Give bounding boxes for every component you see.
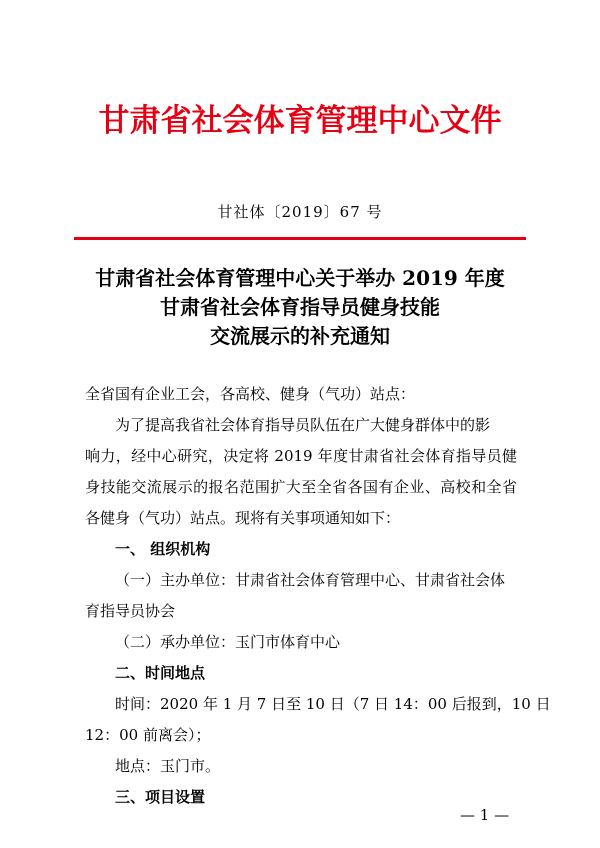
section-2-heading: 二、时间地点: [115, 664, 206, 682]
section-3-heading: 三、项目设置: [115, 788, 206, 806]
salutation: 全省国有企业工会，各高校、健身（气功）站点：: [85, 385, 416, 403]
notice-title-line-1: 甘肃省社会体育管理中心关于举办 2019 年度: [95, 266, 505, 290]
page-number: — 1 —: [460, 806, 510, 824]
notice-title: [0, 264, 600, 351]
intro-line-4: 各健身（气功）站点。现将有关事项通知如下：: [85, 509, 401, 527]
time-line-1: 时间：2020 年 1 月 7 日至 10 日（7 日 14：00 后报到，10 日: [115, 695, 551, 713]
section-1-heading: 一、 组织机构: [115, 540, 211, 558]
intro-line-1: 为了提高我省社会体育指导员队伍在广大健身群体中的影: [115, 416, 491, 434]
notice-title-line-2: 甘肃省社会体育指导员健身技能: [160, 295, 440, 319]
time-line-2: 12：00 前离会）；: [85, 726, 211, 744]
intro-line-2: 响力，经中心研究，决定将 2019 年度甘肃省社会体育指导员健: [85, 447, 517, 465]
section-1-item-1-cont: 育指导员协会: [85, 602, 176, 620]
section-1-item-2: （二）承办单位：玉门市体育中心: [115, 633, 341, 651]
place-line: 地点：玉门市。: [115, 757, 221, 775]
document-number: 甘社体〔2019〕67 号: [217, 203, 383, 221]
red-divider-rule: [74, 237, 526, 240]
section-1-item-1: （一）主办单位：甘肃省社会体育管理中心、甘肃省社会体: [115, 571, 506, 589]
notice-title-line-3: 交流展示的补充通知: [210, 324, 390, 348]
intro-line-3: 身技能交流展示的报名范围扩大至全省各国有企业、高校和全省: [85, 478, 517, 496]
document-header-title: 甘肃省社会体育管理中心文件: [98, 103, 502, 139]
